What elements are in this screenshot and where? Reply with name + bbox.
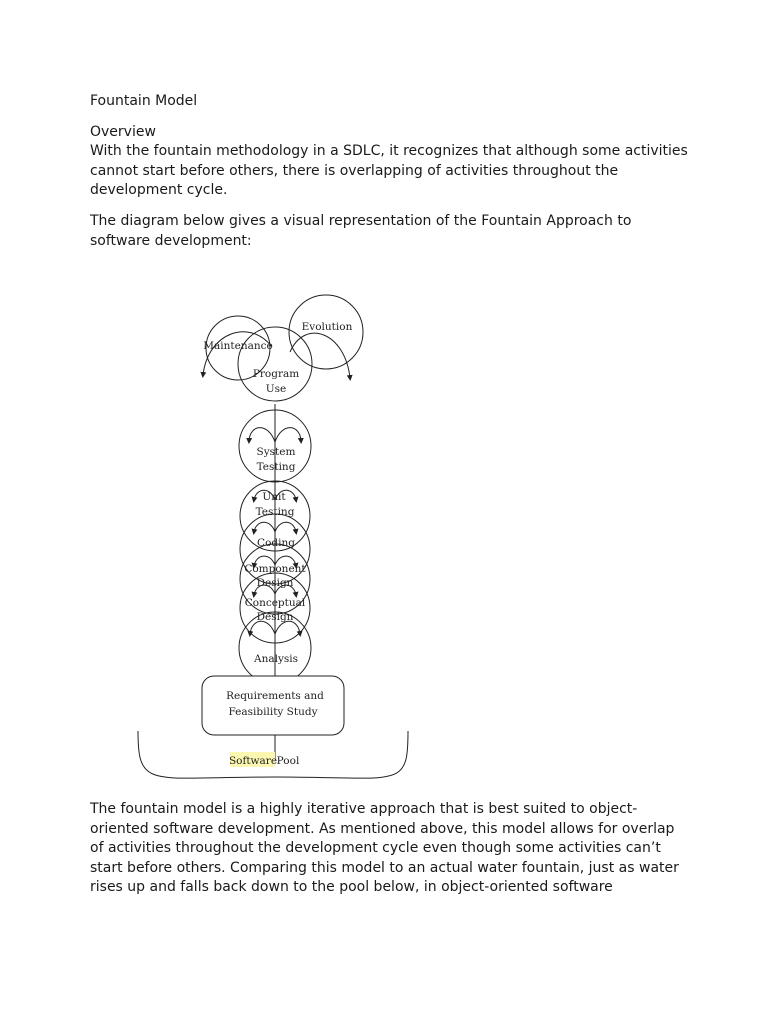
unit-testing-label: Testing xyxy=(255,506,295,518)
document-title: Fountain Model xyxy=(90,93,198,109)
requirements-label: Requirements and xyxy=(226,690,324,702)
system-testing-label: Testing xyxy=(256,461,296,473)
conceptual-label: Conceptual xyxy=(244,597,306,609)
use-label: Use xyxy=(265,383,287,395)
pool-label: Pool xyxy=(276,755,300,767)
component-design-label: Design xyxy=(256,577,294,589)
overview-paragraph: With the fountain methodology in a SDLC, it recognizes that although some activities cannot start before others, there is overlapping of activities throughout the development cycle. xyxy=(90,143,688,198)
evolution-label: Evolution xyxy=(301,321,353,333)
conceptual-design-label: Design xyxy=(256,611,294,623)
coding-arrow-right xyxy=(275,522,296,532)
overview-heading: Overview xyxy=(90,124,156,140)
software-label: Software xyxy=(228,755,278,767)
coding-label: Coding xyxy=(257,537,295,549)
maintenance-label: Maintenance xyxy=(203,340,273,352)
coding-arrow-left xyxy=(254,522,275,532)
diagram-intro-paragraph: The diagram below gives a visual representation of the Fountain Approach to software development: xyxy=(90,213,632,249)
unit-label: Unit xyxy=(262,491,286,503)
analysis-label: Analysis xyxy=(253,653,299,665)
system-testing-arrow-right xyxy=(275,428,301,442)
system-label: System xyxy=(256,446,296,458)
component-label: Component xyxy=(244,563,306,575)
system-testing-arrow-left xyxy=(249,428,275,442)
program-label: Program xyxy=(252,368,300,380)
analysis-arrow-right xyxy=(275,621,300,634)
analysis-arrow-left xyxy=(250,621,275,634)
fountain-description-paragraph: The fountain model is a highly iterative approach that is best suited to object-oriented software development. As mentioned above, this model allows for overlap of activities throughout the development cycle even though some activities can’t start before others. Comparing this model to an actual water fountain, just as water rises up and falls back down to the pool below, in object-oriented software xyxy=(90,801,679,895)
feasibility-label: Feasibility Study xyxy=(228,706,318,718)
